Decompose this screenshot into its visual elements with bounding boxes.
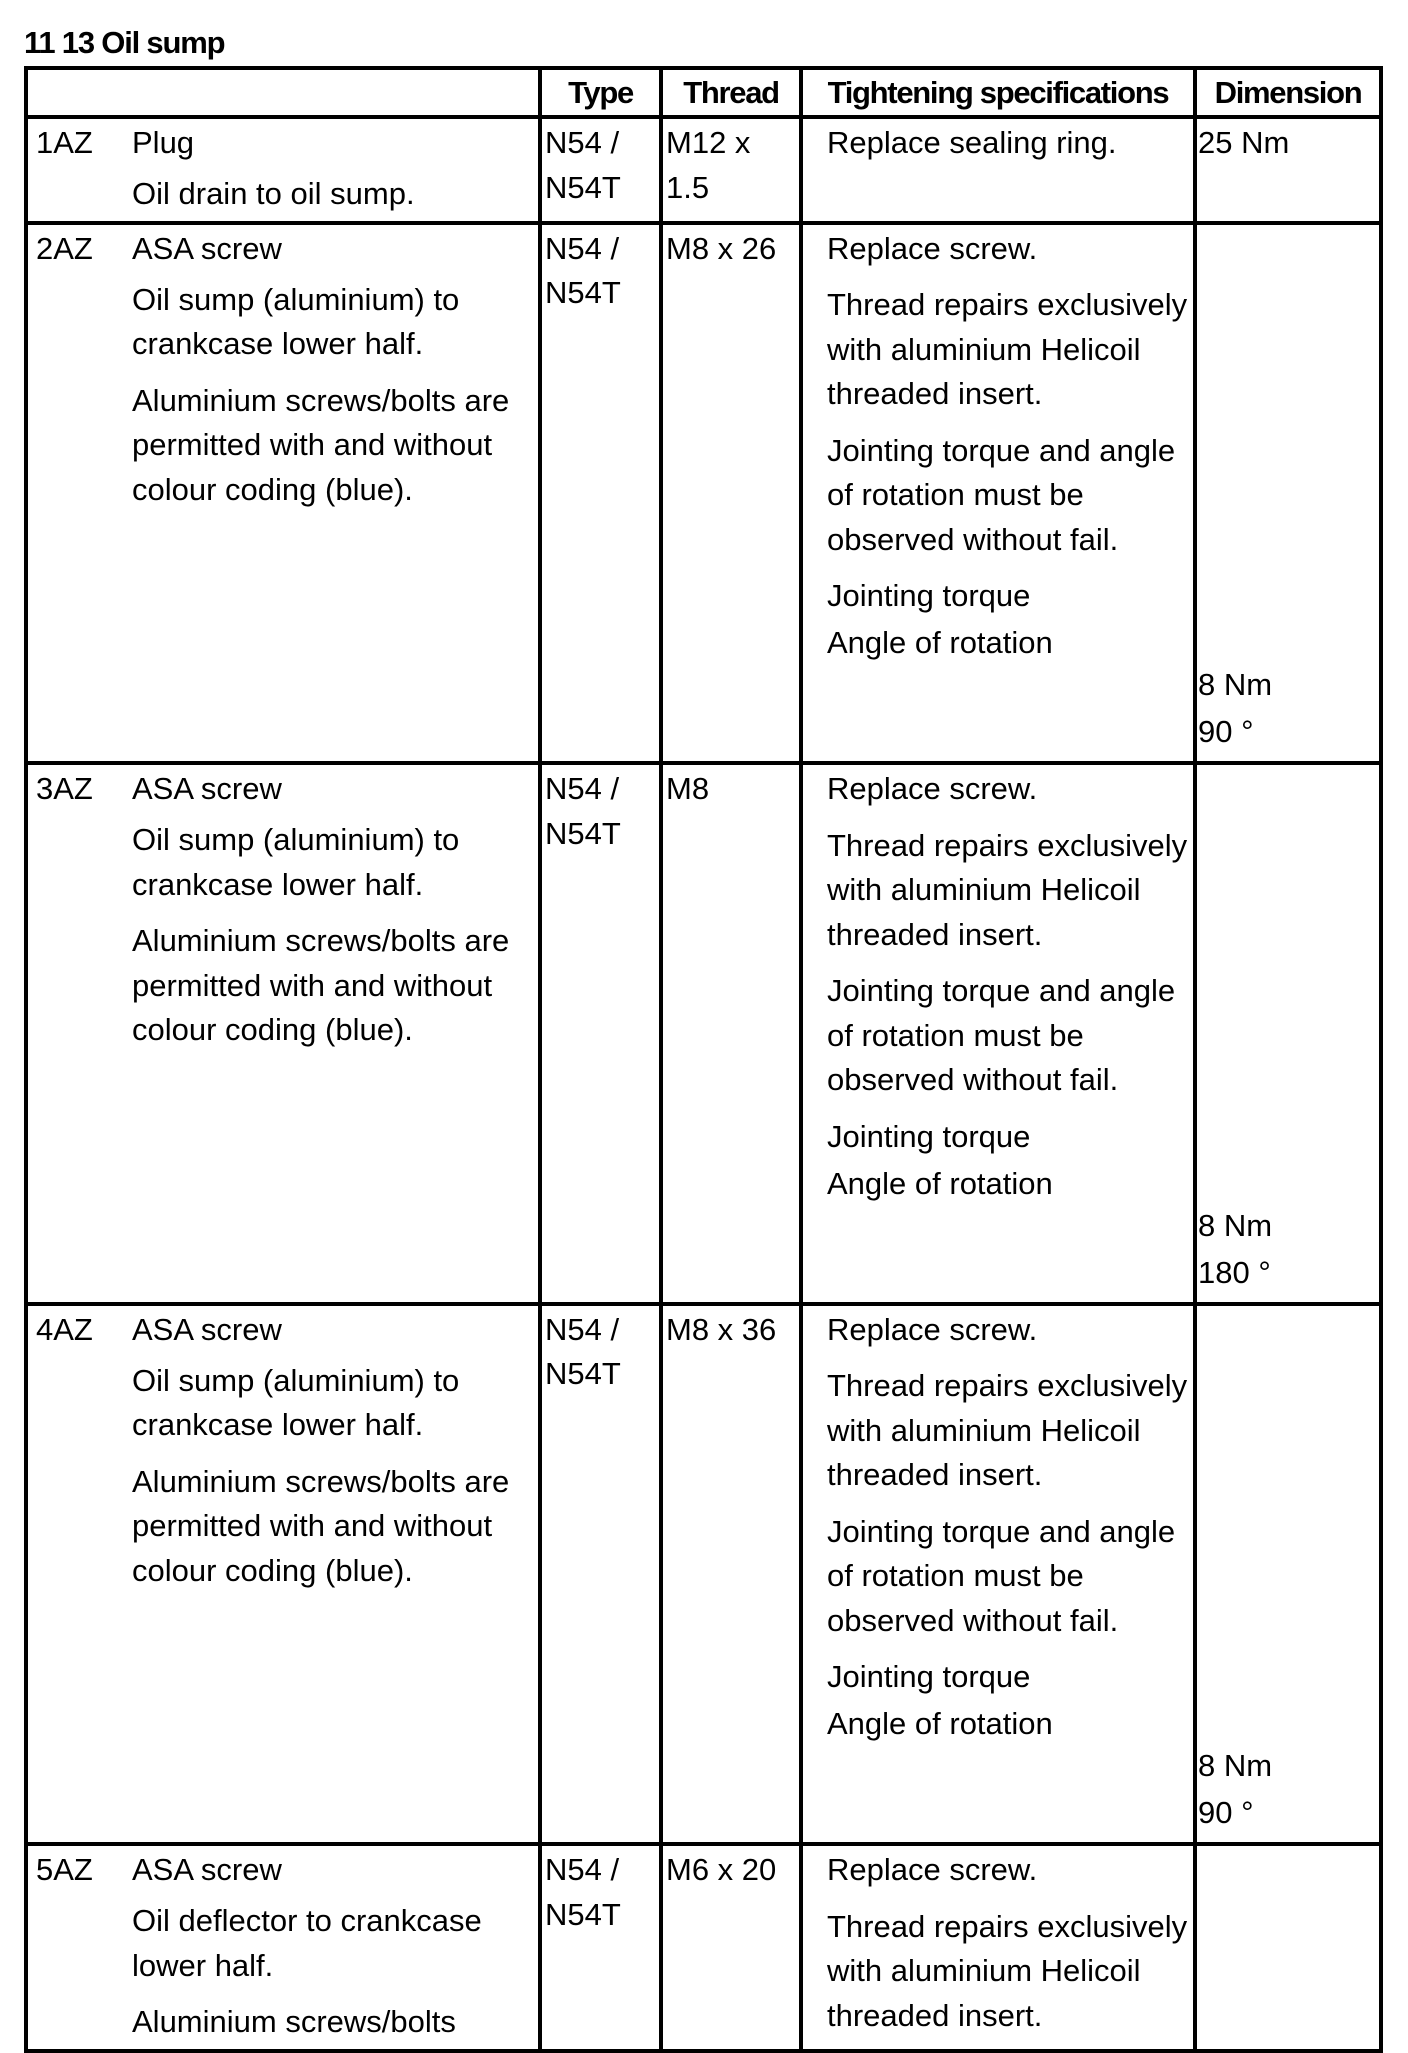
spec-cell [801, 763, 1195, 1304]
column-header-type: Type [540, 68, 661, 117]
thread-cell [661, 763, 801, 1304]
spec-cell [801, 1304, 1195, 1845]
item-cell [26, 223, 540, 764]
dimension-spacer [1198, 1308, 1379, 1745]
page-title: 11 13 Oil sump [24, 25, 225, 60]
dimension-cell [1195, 763, 1381, 1304]
spec-paragraph: Replace screw. [827, 771, 1038, 806]
thread-line: 1.5 [666, 169, 710, 205]
table-row [26, 763, 1381, 1304]
spec-paragraph: Replace screw. [827, 1852, 1038, 1887]
type-line: N54T [545, 275, 621, 310]
type-line: N54T [545, 169, 621, 205]
thread-line: M8 [666, 771, 710, 806]
dimension-cell [1195, 223, 1381, 764]
spec-pair-label: Jointing torque [827, 1659, 1031, 1694]
item-name: Plug [132, 125, 195, 160]
dimension-cell [1195, 117, 1381, 223]
item-paragraph: Oil sump (aluminium) to crankcase lower half. [132, 1362, 460, 1442]
item-code: 5AZ [36, 1852, 93, 1887]
column-header-dimension: Dimension [1195, 68, 1381, 117]
type-cell [540, 1844, 661, 2051]
table-row [26, 1304, 1381, 1845]
spec-paragraph: Jointing torque and angle of rotation must be observed without fail. [827, 973, 1176, 1097]
spec-cell [801, 1844, 1195, 2051]
type-line: N54 / [545, 1311, 620, 1347]
spec-pair-label: Angle of rotation [827, 1706, 1053, 1741]
item-code: 1AZ [36, 125, 93, 160]
spec-paragraph: Replace screw. [827, 1311, 1038, 1347]
item-description [132, 1848, 538, 2045]
table-row [26, 1844, 1381, 2051]
dimension-pair-value: 8 Nm [1198, 1207, 1273, 1243]
dimension-pair-value: 90 ° [1198, 1795, 1254, 1830]
type-line: N54 / [545, 771, 620, 806]
type-line: N54T [545, 1896, 621, 1932]
type-cell [540, 1304, 661, 1845]
thread-cell [661, 1844, 801, 2051]
table-body [26, 117, 1381, 2051]
spec-cell [801, 223, 1195, 764]
dimension-cell [1195, 1304, 1381, 1845]
item-paragraph: Aluminium screws/bolts are permitted with and without colour coding (blue). [132, 382, 510, 507]
item-cell [26, 763, 540, 1304]
table-row [26, 223, 1381, 764]
thread-line: M12 x [666, 125, 751, 160]
tightening-spec-table [24, 66, 1383, 2053]
thread-line: M6 x 20 [666, 1852, 777, 1887]
item-paragraph: Aluminium screws/bolts are permitted with and without colour coding (blue). [132, 1463, 510, 1588]
spec-paragraph: Jointing torque and angle of rotation must be observed without fail. [827, 1513, 1176, 1638]
type-line: N54T [545, 1356, 621, 1391]
column-header-blank [26, 68, 540, 117]
item-cell [26, 1844, 540, 2051]
item-paragraph: Oil sump (aluminium) to crankcase lower half. [132, 822, 460, 902]
spec-pair-label: Angle of rotation [827, 625, 1053, 660]
item-paragraph: Oil drain to oil sump. [132, 176, 415, 211]
spec-pair-label: Angle of rotation [827, 1165, 1053, 1201]
item-description [132, 121, 538, 217]
item-paragraph: Aluminium screws/bolts are permitted with and without colour coding (blue). [132, 923, 510, 1047]
spec-paragraph: Jointing torque and angle of rotation must be observed without fail. [827, 432, 1176, 557]
dimension-spacer [1198, 767, 1379, 1204]
table-header-row [26, 68, 1381, 117]
spec-pair-label: Jointing torque [827, 578, 1031, 613]
type-line: N54 / [545, 125, 620, 160]
spec-paragraph: Thread repairs exclusively with aluminium Helicoil threaded insert. [827, 287, 1188, 411]
type-cell [540, 223, 661, 764]
item-name: ASA screw [132, 230, 282, 266]
item-cell [26, 117, 540, 223]
table-row [26, 117, 1381, 223]
item-description [132, 1308, 538, 1594]
item-paragraph: Oil sump (aluminium) to crankcase lower half. [132, 281, 460, 361]
item-description [132, 767, 538, 1053]
column-header-spec: Tightening specifications [801, 68, 1195, 117]
dimension-pair-value: 180 ° [1198, 1254, 1271, 1290]
spec-cell [801, 117, 1195, 223]
thread-line: M8 x 26 [666, 230, 777, 266]
item-code: 2AZ [36, 230, 93, 266]
item-paragraph: Aluminium screws/bolts [132, 2004, 456, 2039]
spec-paragraph: Replace screw. [827, 230, 1038, 266]
item-name: ASA screw [132, 1852, 282, 1887]
item-description [132, 227, 538, 513]
type-line: N54 / [545, 1852, 620, 1887]
thread-line: M8 x 36 [666, 1311, 777, 1347]
spec-paragraph: Replace sealing ring. [827, 125, 1117, 160]
dimension-cell [1195, 1844, 1381, 2051]
thread-cell [661, 117, 801, 223]
type-line: N54 / [545, 230, 620, 266]
item-code: 3AZ [36, 771, 93, 806]
spec-paragraph: Thread repairs exclusively with aluminium Helicoil threaded insert. [827, 1368, 1188, 1492]
dimension-pair-value: 8 Nm [1198, 667, 1273, 702]
thread-cell [661, 1304, 801, 1845]
item-cell [26, 1304, 540, 1845]
dimension-pair-value: 90 ° [1198, 714, 1254, 749]
dimension-spacer [1198, 227, 1379, 664]
item-code: 4AZ [36, 1311, 93, 1347]
dimension-value: 25 Nm [1198, 125, 1290, 160]
type-cell [540, 763, 661, 1304]
type-cell [540, 117, 661, 223]
thread-cell [661, 223, 801, 764]
item-name: ASA screw [132, 771, 282, 806]
dimension-pair-value: 8 Nm [1198, 1748, 1273, 1783]
spec-pair-label: Jointing torque [827, 1118, 1031, 1154]
spec-paragraph: Thread repairs exclusively with aluminium Helicoil threaded insert. [827, 827, 1188, 952]
spec-paragraph: Thread repairs exclusively with aluminium Helicoil threaded insert. [827, 1908, 1188, 2033]
column-header-thread: Thread [661, 68, 801, 117]
item-name: ASA screw [132, 1311, 282, 1347]
type-line: N54T [545, 815, 621, 851]
item-paragraph: Oil deflector to crankcase lower half. [132, 1903, 482, 1983]
